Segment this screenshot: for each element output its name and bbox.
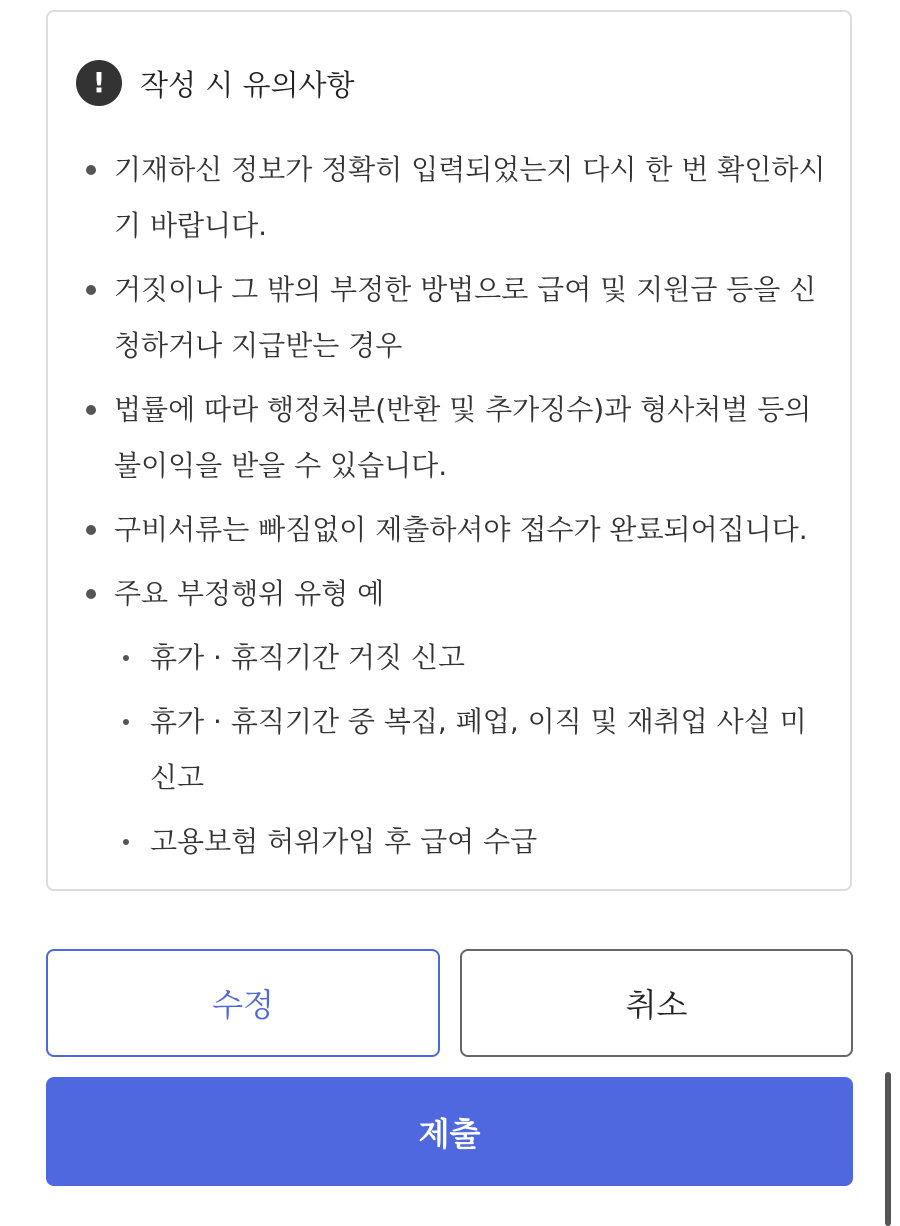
edit-button[interactable]: 수정 <box>46 949 440 1057</box>
bullet-icon <box>86 589 96 599</box>
bullet-icon <box>86 165 96 175</box>
notice-item-text: 거짓이나 그 밖의 부정한 방법으로 급여 및 지원금 등을 신청하거나 지급받는 경우 <box>114 273 817 362</box>
notice-item-text: 기재하신 정보가 정확히 입력되었는지 다시 한 번 확인하시기 바랍니다. <box>114 153 826 242</box>
sub-list-item <box>114 814 830 870</box>
notice-item <box>48 142 850 254</box>
sub-bullet-icon <box>123 655 129 661</box>
notice-item <box>48 502 850 558</box>
fraud-examples-list <box>114 630 830 870</box>
notice-title: 작성 시 유의사항 <box>140 67 355 102</box>
sub-list-item-text: 고용보험 허위가입 후 급여 수급 <box>150 825 538 858</box>
notice-box <box>46 10 852 891</box>
notice-item-text: 구비서류는 빠짐없이 제출하셔야 접수가 완료되어집니다. <box>114 513 808 546</box>
notice-item <box>48 566 850 870</box>
sub-list-item-text: 휴가 · 휴직기간 거짓 신고 <box>150 641 465 674</box>
sub-bullet-icon <box>123 719 129 725</box>
exclamation-glyph: ! <box>92 66 106 99</box>
submit-button[interactable]: 제출 <box>46 1077 853 1186</box>
cancel-button[interactable]: 취소 <box>460 949 853 1057</box>
notice-header <box>76 60 355 106</box>
sub-list-item <box>114 694 830 806</box>
notice-item <box>48 262 850 374</box>
sub-list-item <box>114 630 830 686</box>
bullet-icon <box>86 285 96 295</box>
exclamation-icon <box>76 60 122 106</box>
sub-list-item-text: 휴가 · 휴직기간 중 복집, 폐업, 이직 및 재취업 사실 미신고 <box>150 705 807 794</box>
bullet-icon <box>86 405 96 415</box>
bullet-icon <box>86 525 96 535</box>
notice-item <box>48 382 850 494</box>
notice-item-text: 주요 부정행위 유형 예 <box>114 577 385 610</box>
scrollbar[interactable] <box>885 1072 891 1226</box>
notice-item-text: 법률에 따라 행정처분(반환 및 추가징수)과 형사처벌 등의 불이익을 받을 수 있습니다. <box>114 393 812 482</box>
sub-bullet-icon <box>123 839 129 845</box>
notice-list <box>48 142 850 878</box>
